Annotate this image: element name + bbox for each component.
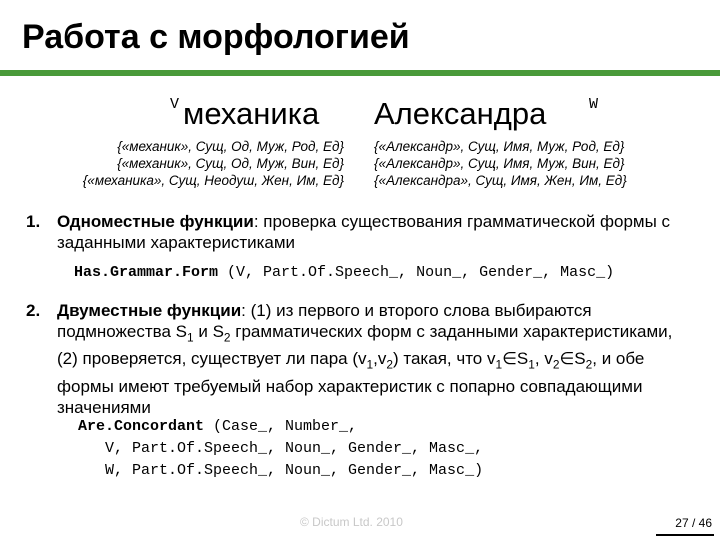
analysis-line: {«Александр», Сущ, Имя, Муж, Род, Ед}	[374, 139, 625, 154]
item-term: Одноместные функции	[57, 212, 254, 231]
analysis-line: {«Александр», Сущ, Имя, Муж, Вин, Ед}	[374, 156, 625, 171]
item-term: Двуместные функции	[57, 301, 242, 320]
code-function-name: Are.Concordant	[78, 418, 205, 435]
code-line: V, Part.Of.Speech_, Noun_, Gender_, Masc_,	[78, 440, 484, 457]
code-line: W, Part.Of.Speech_, Noun_, Gender_, Masc_)	[78, 462, 484, 479]
item-number: 1.	[26, 212, 41, 231]
list-item-2	[26, 300, 694, 418]
analysis-line: {«механик», Сущ, Од, Муж, Род, Ед}	[117, 139, 344, 154]
page-number-underline	[656, 534, 714, 536]
word-mekhanika: механика	[183, 96, 320, 131]
item-text: Двуместные функции: (1) из первого и второго слова выбираются подмножества $S_1$ и $S_2$ грамматических форм с заданными характеристиками, (2) проверяется, существует ли пара $(v_1,v_2)$ такая, что $v_1\in S_1$, $v_2\in S_2$, и обе формы имеют требуемый набор характеристик с попарно совпадающими значениями	[57, 301, 673, 417]
slide-title: Работа с морфологией	[22, 18, 410, 56]
page-number: 27 / 46	[675, 516, 712, 530]
analysis-line: {«механика», Сущ, Неодуш, Жен, Им, Ед}	[82, 173, 344, 188]
title-divider	[0, 70, 720, 76]
analysis-line: {«Александра», Сущ, Имя, Жен, Им, Ед}	[374, 173, 627, 188]
word-aleksandra: Александра	[374, 96, 547, 131]
right-analyses	[374, 138, 627, 189]
code-are-concordant	[78, 416, 483, 482]
code-function-name: Has.Grammar.Form	[74, 264, 219, 281]
item-text: Одноместные функции: проверка существования грамматической формы с заданными характеристиками	[57, 212, 671, 252]
code-has-grammar-form: Has.Grammar.Form (V, Part.Of.Speech_, Noun_, Gender_, Masc_)	[74, 264, 615, 281]
list-item-1	[26, 211, 686, 253]
code-line: Are.Concordant (Case_, Number_,	[78, 418, 358, 435]
copyright-notice: © Dictum Ltd. 2010	[300, 515, 403, 529]
analysis-line: {«механик», Сущ, Од, Муж, Вин, Ед}	[117, 156, 344, 171]
left-analyses	[22, 138, 344, 189]
var-v-label: V	[170, 96, 180, 113]
var-w-label: W	[589, 96, 599, 113]
item-number: 2.	[26, 301, 41, 320]
